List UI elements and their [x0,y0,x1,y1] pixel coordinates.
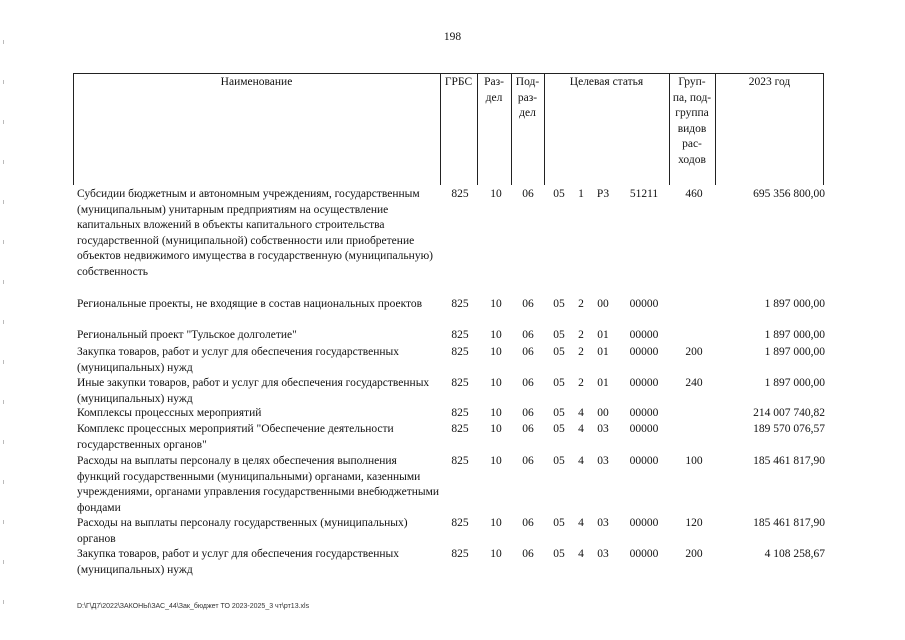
row-name: Закупка товаров, работ и услуг для обеспечения государственных (муниципальных) нужд [77,548,400,576]
row-target-1: 05 [553,517,565,529]
row-name: Региональные проекты, не входящие в состав национальных проектов [77,298,423,310]
header-year: 2023 год [748,76,791,88]
row-amount: 214 007 740,82 [753,407,825,419]
margin-mark [3,40,4,44]
row-name: Субсидии бюджетным и автономным учреждениям, государственным (муниципальным) унитарным предприятиям на осуществление капитальных вложений в объекты капитального строительства государственной (муниципальной) собственности или приобретение объектов недвижимого имущества в государственную (муниципальную) собственность [77,188,433,278]
row-grbs: 825 [451,548,469,560]
row-vid: 100 [685,455,703,467]
row-podrazdel: 06 [522,298,534,310]
row-target-4: 00000 [629,455,659,467]
row-grbs: 825 [451,407,469,419]
row-target-3: 00 [597,407,609,419]
row-grbs: 825 [451,377,469,389]
row-grbs: 825 [451,298,469,310]
margin-mark [3,240,4,244]
row-podrazdel: 06 [522,346,534,358]
row-target-2: 2 [578,377,584,389]
row-amount: 189 570 076,57 [753,423,825,435]
row-target-2: 4 [578,423,584,435]
header-grbs: ГРБС [444,76,473,88]
row-grbs: 825 [451,423,469,435]
row-razdel: 10 [490,423,502,435]
row-target-2: 2 [578,329,584,341]
row-grbs: 825 [451,455,469,467]
row-podrazdel: 06 [522,423,534,435]
row-amount: 695 356 800,00 [753,188,825,200]
row-razdel: 10 [490,455,502,467]
row-target-1: 05 [553,377,565,389]
row-target-3: 01 [597,346,609,358]
header-vid: Груп- па, под- группа видов рас- ходов [672,76,712,166]
row-target-3: Р3 [596,188,610,200]
row-target-3: 03 [597,455,609,467]
row-amount: 185 461 817,90 [753,517,825,529]
file-path-footer: D:\Г\Д7\2022\ЗАКОНЫ\ЗАС_44\Зак_бюджет ТО 2023-2025_3 чт\рт13.xls [77,603,310,610]
row-razdel: 10 [490,548,502,560]
row-target-2: 2 [578,298,584,310]
row-amount: 1 897 000,00 [764,329,825,341]
header-target: Целевая статья [569,76,644,88]
margin-mark [3,120,4,124]
header-podrazdel: Под- раз- дел [515,76,540,119]
row-target-1: 05 [553,298,565,310]
row-amount: 4 108 258,67 [764,548,825,560]
margin-mark [3,80,4,84]
row-target-3: 00 [597,298,609,310]
row-target-1: 05 [553,407,565,419]
row-target-3: 03 [597,517,609,529]
row-target-1: 05 [553,455,565,467]
margin-mark [3,560,4,564]
row-razdel: 10 [490,346,502,358]
row-target-2: 4 [578,517,584,529]
margin-mark [3,320,4,324]
row-target-2: 4 [578,455,584,467]
row-target-4: 00000 [629,298,659,310]
margin-mark [3,480,4,484]
margin-mark [3,600,4,604]
row-razdel: 10 [490,329,502,341]
row-podrazdel: 06 [522,407,534,419]
row-podrazdel: 06 [522,455,534,467]
row-razdel: 10 [490,188,502,200]
row-target-4: 00000 [629,548,659,560]
row-vid: 460 [685,188,703,200]
margin-mark [3,280,4,284]
row-target-4: 00000 [629,407,659,419]
row-target-4: 00000 [629,346,659,358]
row-grbs: 825 [451,188,469,200]
row-target-1: 05 [553,188,565,200]
row-name: Региональный проект "Тульское долголетие" [77,329,297,341]
row-name: Расходы на выплаты персоналу в целях обеспечения выполнения функций государственными (муниципальными) органами, казенными учреждениями, органами управления государственными внебюджетными фондами [77,455,440,514]
row-target-4: 00000 [629,329,659,341]
row-vid: 200 [685,548,703,560]
row-amount: 1 897 000,00 [764,346,825,358]
row-grbs: 825 [451,346,469,358]
row-name: Комплексы процессных мероприятий [77,407,262,419]
row-target-3: 01 [597,329,609,341]
row-name: Иные закупки товаров, работ и услуг для обеспечения государственных (муниципальных) нужд [77,377,430,405]
margin-mark [3,160,4,164]
row-target-1: 05 [553,423,565,435]
row-vid: 200 [685,346,703,358]
header-razdel: Раз- дел [484,76,504,104]
row-name: Расходы на выплаты персоналу государственных (муниципальных) органов [77,517,408,545]
row-amount: 185 461 817,90 [753,455,825,467]
row-podrazdel: 06 [522,548,534,560]
row-name: Комплекс процессных мероприятий "Обеспечение деятельности государственных органов" [77,423,394,451]
row-target-4: 51211 [629,188,659,200]
row-target-2: 4 [578,548,584,560]
row-amount: 1 897 000,00 [764,298,825,310]
row-target-1: 05 [553,329,565,341]
row-target-3: 03 [597,423,609,435]
margin-mark [3,520,4,524]
header-name: Наименование [220,76,293,88]
row-razdel: 10 [490,517,502,529]
row-grbs: 825 [451,517,469,529]
row-grbs: 825 [451,329,469,341]
row-name: Закупка товаров, работ и услуг для обеспечения государственных (муниципальных) нужд [77,346,400,374]
margin-mark [3,440,4,444]
margin-mark [3,360,4,364]
row-podrazdel: 06 [522,329,534,341]
row-vid: 120 [685,517,703,529]
row-target-2: 4 [578,407,584,419]
row-vid: 240 [685,377,703,389]
page-number: 198 [443,31,462,43]
row-target-4: 00000 [629,377,659,389]
margin-mark [3,400,4,404]
row-razdel: 10 [490,377,502,389]
row-razdel: 10 [490,298,502,310]
row-razdel: 10 [490,407,502,419]
row-podrazdel: 06 [522,377,534,389]
margin-mark [3,200,4,204]
row-target-3: 03 [597,548,609,560]
row-podrazdel: 06 [522,517,534,529]
row-amount: 1 897 000,00 [764,377,825,389]
row-target-3: 01 [597,377,609,389]
row-target-4: 00000 [629,423,659,435]
row-target-2: 1 [578,188,584,200]
row-target-2: 2 [578,346,584,358]
row-target-1: 05 [553,346,565,358]
row-target-4: 00000 [629,517,659,529]
row-podrazdel: 06 [522,188,534,200]
row-target-1: 05 [553,548,565,560]
